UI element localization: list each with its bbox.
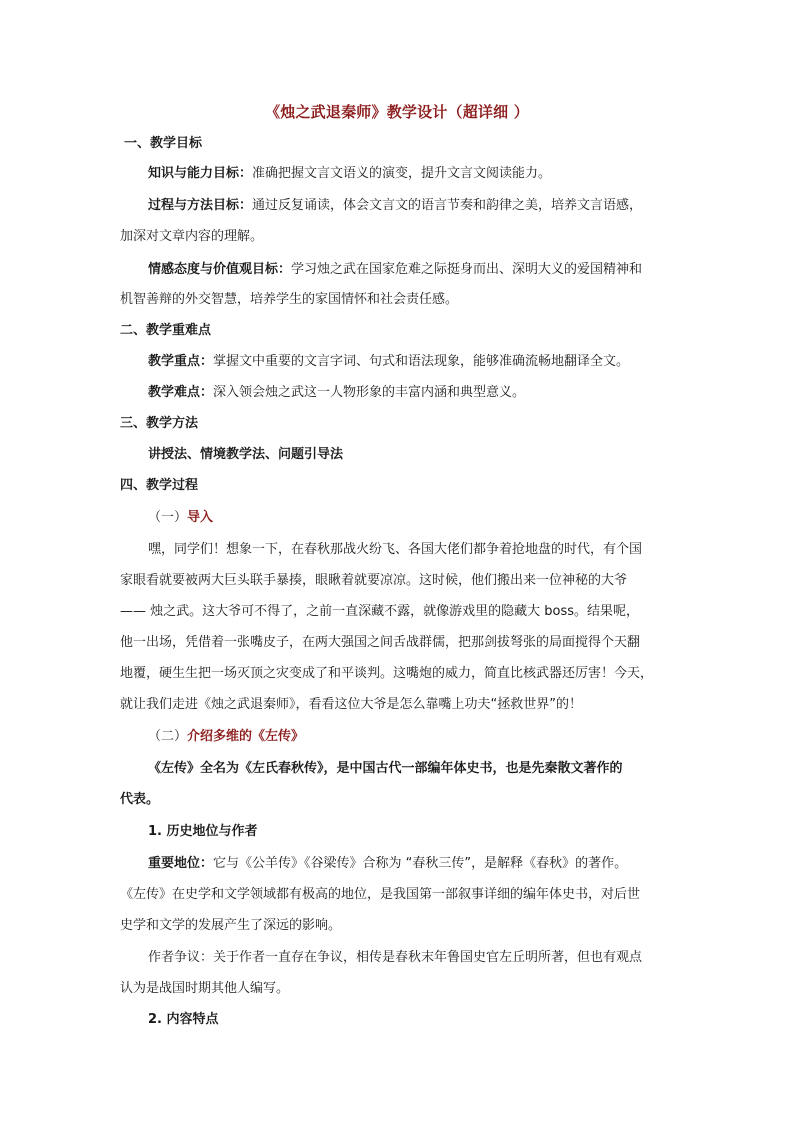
status-text-1: 它与《公羊传》《谷梁传》合称为 “春秋三传”，是解释《春秋》的著作。 xyxy=(213,856,628,871)
title-main: 《烛之武退秦师》 xyxy=(265,103,387,121)
difficulty-text: 深入领会烛之武这一人物形象的丰富内涵和典型意义。 xyxy=(213,385,526,400)
intro-line-5: 地覆，硬生生把一场灭顶之灾变成了和平谈判。这嘴炮的威力，简直比核武器还厉害！今天， xyxy=(120,666,654,681)
status-line-3: 史学和文学的发展产生了深远的影响。 xyxy=(120,918,342,933)
process-goal-label: 过程与方法目标： xyxy=(148,198,253,213)
subheading-content: 2. 内容特点 xyxy=(148,1012,219,1027)
difficulty-label: 教学难点： xyxy=(148,385,214,400)
subsection-zuozhuan xyxy=(148,729,680,745)
author-text-1: 关于作者一直存在争议，相传是春秋末年鲁国史官左丘明所著，但也有观点 xyxy=(213,950,643,965)
subheading-history: 1. 历史地位与作者 xyxy=(148,824,258,839)
intro-line-3: —— 烛之武。这大爷可不得了，之前一直深藏不露，就像游戏里的隐藏大 boss。结果呢， xyxy=(120,604,640,619)
emotion-goal-label: 情感态度与价值观目标： xyxy=(148,262,292,277)
key-point-text: 掌握文中重要的文言字词、句式和语法现象，能够准确流畅地翻译全文。 xyxy=(213,354,630,369)
intro-line-1: 嘿，同学们！想象一下，在春秋那战火纷飞、各国大佬们都争着抢地盘的时代，有个国 xyxy=(148,542,643,557)
subsection-zuozhuan-num: （二） xyxy=(148,729,188,744)
key-point-label: 教学重点： xyxy=(148,354,214,369)
intro-line-2: 家眼看就要被两大巨头联手暴揍，眼瞅着就要凉凉。这时候，他们搬出来一位神秘的大爷 xyxy=(120,573,628,588)
intro-line-4: 他一出场，凭借着一张嘴皮子，在两大强国之间舌战群儒，把那剑拔弩张的局面搅得个天翻 xyxy=(120,635,641,650)
author-line-2: 认为是战国时期其他人编写。 xyxy=(120,981,290,996)
section-heading-2: 二、教学重难点 xyxy=(120,323,212,338)
intro-line-6: 就让我们走进《烛之武退秦师》，看看这位大爷是怎么靠嘴上功夫“拯救世界”的！ xyxy=(120,697,582,712)
zuozhuan-line-2: 代表。 xyxy=(120,792,160,807)
page-title xyxy=(0,101,794,122)
knowledge-goal-text: 准确把握文言文语义的演变，提升文言文阅读能力。 xyxy=(252,166,552,181)
title-rest: 教学设计（超详细 ） xyxy=(386,103,529,121)
status-label: 重要地位： xyxy=(148,856,214,871)
emotion-goal-text: 学习烛之武在国家危难之际挺身而出、深明大义的爱国精神和 xyxy=(291,262,643,277)
subsection-intro xyxy=(148,510,680,526)
process-goal-cont: 加深对文章内容的理解。 xyxy=(120,229,264,244)
process-goal-text: 通过反复诵读，体会文言文的语言节奏和韵律之美，培养文言语感， xyxy=(252,198,643,213)
difficulty xyxy=(148,385,680,401)
section-heading-3: 三、教学方法 xyxy=(120,416,199,431)
subsection-intro-num: （一） xyxy=(148,510,188,525)
zuozhuan-line-1: 《左传》全名为《左氏春秋传》，是中国古代一部编年体史书，也是先秦散文著作的 xyxy=(148,761,623,776)
subsection-zuozhuan-label: 介绍多维的《左传》 xyxy=(187,729,305,744)
author-line-1 xyxy=(148,950,680,966)
status-line-2: 《左传》在史学和文学领域都有极高的地位，是我国第一部叙事详细的编年体史书，对后世 xyxy=(120,887,641,902)
process-goal xyxy=(148,198,680,214)
section-heading-4: 四、教学过程 xyxy=(120,478,199,493)
key-point xyxy=(148,354,680,370)
subsection-intro-label: 导入 xyxy=(187,510,214,525)
emotion-goal xyxy=(148,262,680,278)
status-line-1 xyxy=(148,856,680,872)
emotion-goal-cont: 机智善辩的外交智慧，培养学生的家国情怀和社会责任感。 xyxy=(120,292,459,307)
section-heading-1: 一、教学目标 xyxy=(124,136,203,151)
author-label: 作者争议： xyxy=(148,950,214,965)
knowledge-goal xyxy=(148,166,680,182)
teaching-methods: 讲授法、情境教学法、问题引导法 xyxy=(148,447,344,462)
knowledge-goal-label: 知识与能力目标： xyxy=(148,166,253,181)
